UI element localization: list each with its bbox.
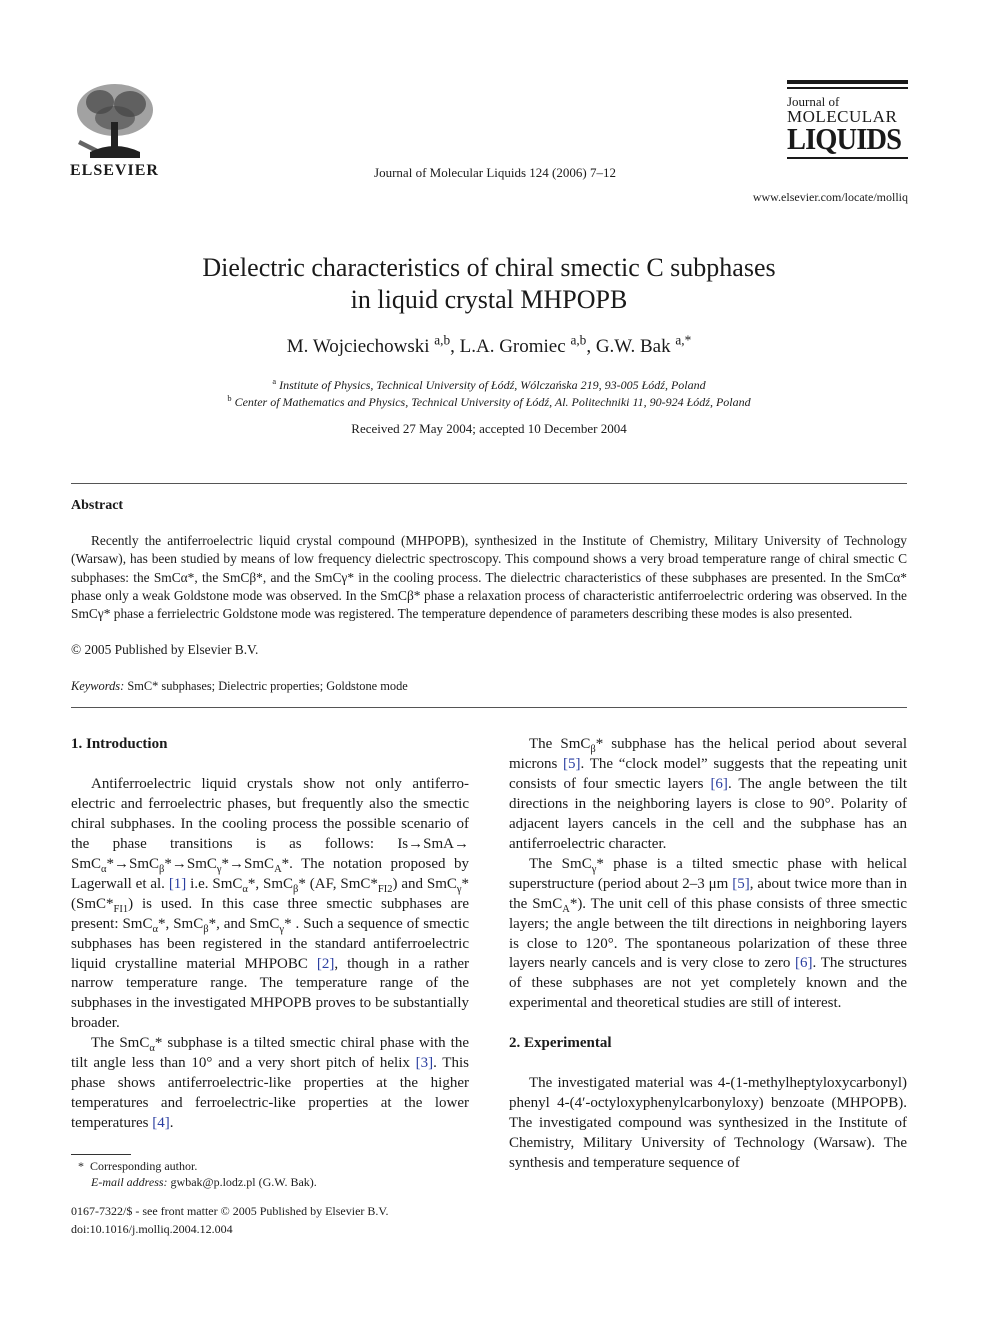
journal-website-link[interactable]: www.elsevier.com/locate/molliq <box>752 190 908 204</box>
logo-line-1: Journal of <box>787 94 840 109</box>
divider <box>71 707 907 708</box>
experimental-paragraph-1: The investigated material was 4-(1-methylheptyloxycarbonyl) phenyl 4-(4′-octyloxyphenylcarbonyloxy) benzoate (MHPOPB). The investigated compound was synthesized in the Institute of Chemistry, Military University of Technology (Warsaw). The synthesis and temperature sequence of <box>509 1075 907 1172</box>
footnote-corresponding <box>78 1159 197 1174</box>
affiliation-b: $^b$ Center of Mathematics and Physics, Technical University of Łódź, Al. Politechniki 11, 90-924 Łódź, Poland <box>227 394 751 409</box>
elsevier-tree-logo <box>70 80 160 162</box>
divider <box>71 483 907 484</box>
right-column <box>509 735 907 1174</box>
intro-paragraph-1: Antiferroelectric liquid crystals show not only antiferro-electric and ferroelectric phases, but frequently also the smectic chiral subphases. In the cooling process the possible scenario of the phase transitions is as follows: Is→SmA→ SmC$_\alpha$*→SmC$_\beta$*→SmC$_\gamma$*→SmC$_A$*. The notation proposed by Lagerwall et al. [1] i.e. SmC$_\alpha$*, SmC$_\beta$* (AF, $SmC*_{FI2}$) and SmC$_\gamma$* $(SmC*_{FI1})$ is used. In this case three smectic subphases are present: SmC$_\alpha$*, SmC$_\beta$*, and SmC$_\gamma$* . Such a sequence of smectic subphases has been registered in the standard antiferroelectric liquid crystalline material MHPOBC [2], though in a rather narrow temperature range. The temperature range of the subphases in the investigated MHPOPB proves to be substantially broader. <box>71 775 470 1032</box>
email-label: E-mail address: <box>91 1175 168 1189</box>
logo-rule <box>787 157 908 159</box>
ref-link-6[interactable]: [6] <box>710 775 728 792</box>
title-line-1: Dielectric characteristics of chiral smectic C subphases <box>202 253 776 282</box>
logo-line-2: MOLECULAR <box>787 107 898 126</box>
intro-heading: 1. Introduction <box>71 736 168 752</box>
ref-link-4[interactable]: [4] <box>152 1115 170 1132</box>
intro-paragraph-2: The SmC$_\alpha$* subphase is a tilted smectic chiral phase with the tilt angle less than 10° and a very short pitch of helix [3]. This phase shows antiferroelectric-like properties at the higher temperatures and ferroelectric-like properties at the lower temperatures [4]. <box>71 1035 469 1132</box>
journal-logo <box>787 80 908 162</box>
ref-link-3[interactable]: [3] <box>415 1055 434 1072</box>
abstract-heading: Abstract <box>71 498 124 513</box>
intro-paragraph-4: The SmC$_\gamma$* phase is a tilted smectic phase with helical superstructure (period about 2–3 μm [5], about twice more than in the SmC$_A$*). The unit cell of this phase consists of three smectic layers; the angle between the tilt directions in neighboring layers is close to 120°. The spontaneous polarization of these three layers nearly cancels and is very close to zero [6]. The structures of these subphases are not yet completely known and the experimental and theoretical studies are still of interest. <box>509 855 907 1012</box>
ref-link-5[interactable]: [5] <box>563 755 581 772</box>
article-title <box>60 252 918 316</box>
doi-line[interactable]: doi:10.1016/j.molliq.2004.12.004 <box>71 1222 233 1236</box>
author-list <box>60 332 918 358</box>
publisher-name: ELSEVIER <box>70 162 159 179</box>
ref-link-2[interactable]: [2] <box>316 955 335 972</box>
logo-line-3: LIQUIDS <box>787 121 902 156</box>
title-line-2: in liquid crystal MHPOPB <box>350 285 628 314</box>
issn-line: 0167-7322/$ - see front matter © 2005 Published by Elsevier B.V. <box>71 1204 389 1218</box>
intro-paragraph-3: The SmC$_\beta$* subphase has the helical period about several microns [5]. The “clock model” suggests that the repeating unit consists of four smectic layers [6]. The angle between the tilt directions in the neighboring layers is close to 90°. Polarity of adjacent layers cancels in the cell and the subphase has an antiferroelectric character. <box>509 736 907 852</box>
left-column <box>71 735 469 1134</box>
experimental-heading: 2. Experimental <box>509 1035 612 1052</box>
keywords-label: Keywords: <box>71 679 125 693</box>
affiliation-b-text: Center of Mathematics and Physics, Technical University of Łódź, Al. Politechniki 11, 90-924 Łódź, Poland <box>234 395 751 409</box>
email-link[interactable]: gwbak@p.lodz.pl (G.W. Bak). <box>170 1175 317 1189</box>
logo-rule <box>787 80 908 84</box>
received-dates: Received 27 May 2004; accepted 10 December 2004 <box>351 421 627 436</box>
abstract-text: Recently the antiferroelectric liquid crystal compound (MHPOPB), synthesized in the Institute of Chemistry, Military University of Technology (Warsaw), has been studied by means of low frequency dielectric spectroscopy. This compound shows a very broad temperature range of chiral smectic C subphases: the SmCα*, the SmCβ*, and the SmCγ* in the cooling process. The dielectric characteristics of these subphases are presented. In the SmCα* phase only a weak Goldstone mode was observed. In the SmCβ* phase a relaxation process of characteristic antiferroelectric ordering was observed. In the SmCγ* phase a ferrielectric Goldstone mode was registered. The temperature dependence of parameters describing these modes is also presented. <box>71 533 907 622</box>
ref-link-5b[interactable]: [5] <box>732 875 750 892</box>
authors-text: M. Wojciechowski $^{a,b}$, L.A. Gromiec $^{a,b}$, G.W. Bak $^{a,*}$ <box>286 332 692 357</box>
keywords-text: SmC* subphases; Dielectric properties; Goldstone mode <box>127 679 408 693</box>
copyright-notice: © 2005 Published by Elsevier B.V. <box>71 642 259 657</box>
logo-rule <box>787 87 908 89</box>
corresponding-text: Corresponding author. <box>90 1159 198 1173</box>
footnote-email <box>91 1175 317 1190</box>
keywords <box>71 679 408 694</box>
footnote-rule <box>71 1154 131 1155</box>
affiliation-a: $^a$ Institute of Physics, Technical University of Łódź, Wólczańska 219, 93-005 Łódź, Poland <box>272 377 706 392</box>
asterisk-mark: * <box>78 1159 84 1173</box>
journal-citation: Journal of Molecular Liquids 124 (2006) 7–12 <box>374 165 616 180</box>
abstract-body <box>71 532 907 623</box>
ref-link-6b[interactable]: [6] <box>795 955 813 972</box>
ref-link-1[interactable]: [1] <box>168 875 187 892</box>
spacer <box>509 1014 907 1034</box>
affiliation-a-text: Institute of Physics, Technical University of Łódź, Wólczańska 219, 93-005 Łódź, Poland <box>279 378 706 392</box>
